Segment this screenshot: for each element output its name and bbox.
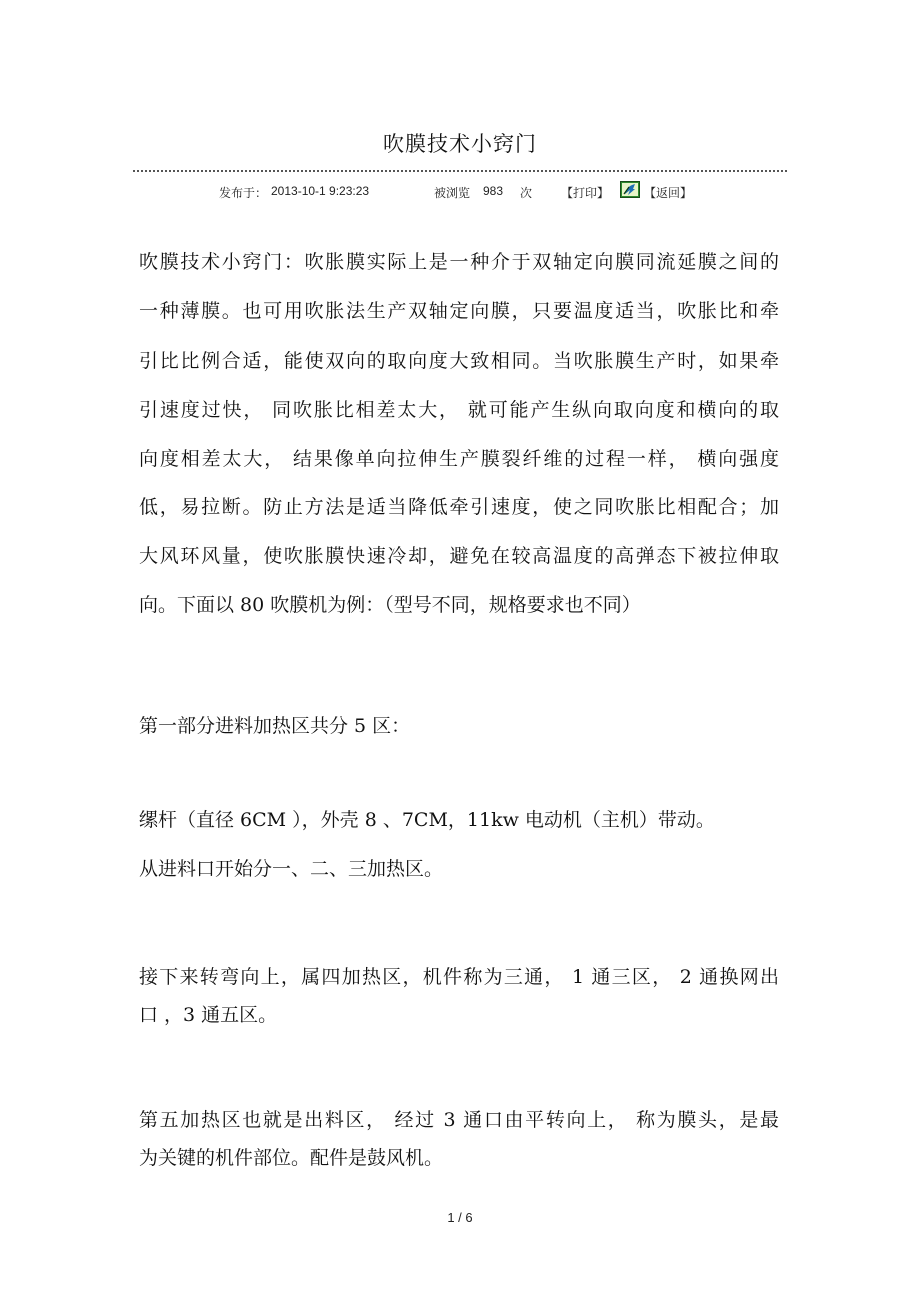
page-number: 1 / 6 [447, 1210, 473, 1225]
paragraph-4-line-2: 为关键的机件部位。配件是鼓风机。 [139, 1147, 444, 1169]
paragraph-1-line-7: 大风环风量，使吹胀膜快速冷却，避免在较高温度的高弹态下被拉伸取 [139, 545, 779, 567]
paragraph-3-line-1: 接下来转弯向上，属四加热区，机件称为三通， 1 通三区， 2 通换网出 [139, 966, 779, 988]
published-label: 发布于： [219, 186, 268, 200]
paragraph-1-line-1: 吹膜技术小窍门：吹胀膜实际上是一种介于双轴定向膜同流延膜之间的 [139, 251, 779, 273]
paragraph-1-line-6: 低，易拉断。防止方法是适当降低牵引速度，使之同吹胀比相配合；加 [139, 496, 779, 518]
paragraph-1-line-8: 向。下面以 80 吹膜机为例：（型号不同，规格要求也不同） [139, 594, 641, 616]
paragraph-1-line-4: 引速度过快， 同吹胀比相差太大， 就可能产生纵向取向度和横向的取 [139, 399, 779, 421]
print-link[interactable]: 【打印】 [561, 186, 610, 200]
paragraph-3-line-2: 口 ，3 通五区。 [139, 1004, 278, 1026]
paragraph-1-line-5: 向度相差太大， 结果像单向拉伸生产膜裂纤维的过程一样， 横向强度 [139, 448, 779, 470]
title-divider [133, 170, 787, 172]
document-title: 吹膜技术小窍门 [383, 132, 537, 156]
paragraph-4-line-1: 第五加热区也就是出料区， 经过 3 通口由平转向上， 称为膜头，是最 [139, 1109, 779, 1131]
views-label: 被浏览 [434, 186, 471, 200]
views-unit: 次 [520, 186, 533, 200]
share-icon[interactable] [620, 181, 640, 198]
views-count: 983 [483, 184, 504, 198]
article-meta [0, 181, 920, 203]
paragraph-2-line-1: 缧杆（直径 6CM ），外壳 8 、7CM，11kw 电动机（主机）带动。 [139, 809, 715, 831]
section-heading: 第一部分进料加热区共分 5 区： [139, 715, 411, 737]
published-date: 2013-10-1 9:23:23 [271, 184, 370, 198]
paragraph-1-line-3: 引比比例合适，能使双向的取向度大致相同。当吹胀膜生产时，如果牵 [139, 350, 779, 372]
paragraph-2-line-2: 从进料口开始分一、二、三加热区。 [139, 858, 444, 880]
back-link[interactable]: 【返回】 [644, 186, 693, 200]
paragraph-1-line-2: 一种薄膜。也可用吹胀法生产双轴定向膜，只要温度适当，吹胀比和牵 [139, 300, 779, 322]
